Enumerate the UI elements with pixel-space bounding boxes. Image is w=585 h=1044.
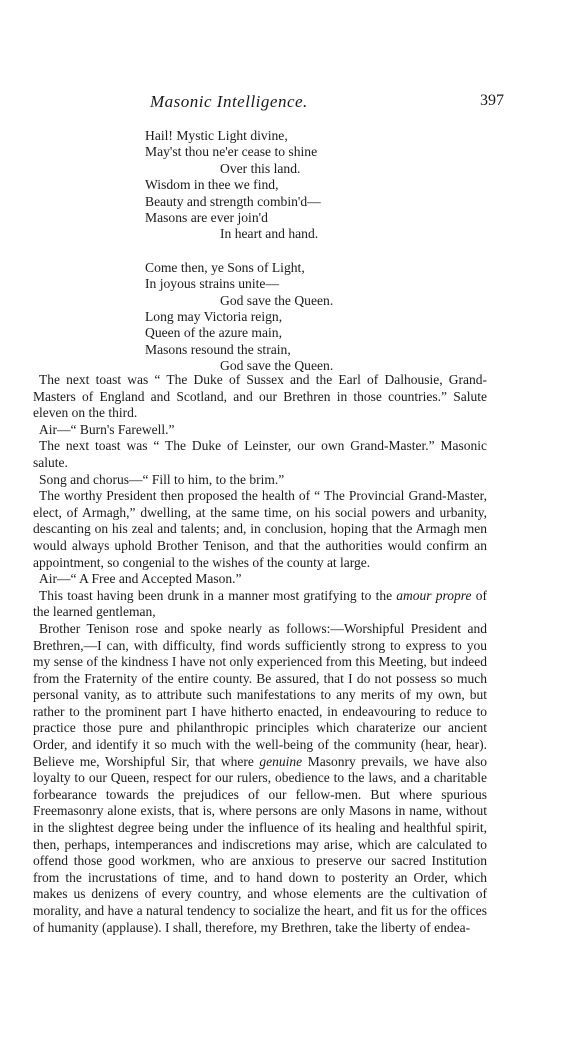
paragraph: Air—“ Burn's Farewell.” bbox=[39, 421, 175, 437]
poem-line: May'st thou ne'er cease to shine bbox=[145, 144, 318, 160]
article-body bbox=[33, 372, 487, 936]
paragraph bbox=[33, 621, 487, 936]
poem-stanza bbox=[145, 128, 333, 243]
poem-line: Wisdom in thee we find, bbox=[145, 177, 279, 193]
paragraph-text: Masonry prevails, we have also loyalty to our Queen, respect for our rulers, obedience to the laws, and a charitable forbearance towards the prejudices of our fellow-men. But where spurious Freemasonry alone exists, that is, where persons are only Masons in name, without in the slightest degree being under the influence of its healing and healthful spirit, then, perhaps, intemperances and indiscretions may arise, which are calculated to offend those good workmen, who are anxious to preserve our sacred Institution from the incrustations of time, and to hand down to posterity an Order, which makes us denizens of every country, and whose elements are the cultivation of morality, and have a natural tendency to socialize the heart, and fit us for the offices of humanity (applause). I shall, therefore, my Brethren, take the liberty of endea- bbox=[33, 753, 488, 935]
poem-line: Beauty and strength combin'd— bbox=[145, 193, 321, 209]
poem-line: God save the Queen. bbox=[220, 358, 334, 374]
paragraph-text: This toast having been drunk in a manner most gratifying to the bbox=[39, 587, 393, 603]
paragraph: The worthy President then proposed the health of “ The Provincial Grand-Master, elect, of Armagh,” dwelling, at the same time, on his social powers and urbanity, descanting on his zeal and talents; and, in conclusion, hoping that the Armagh men would always uphold Brother Tenison, and that the authorities would confirm an appointment, so congenial to the wishes of the county at large. bbox=[33, 488, 487, 570]
paragraph: The next toast was “ The Duke of Leinster, our own Grand-Master.” Masonic salute. bbox=[33, 438, 487, 470]
paragraph: The next toast was “ The Duke of Sussex and the Earl of Dalhousie, Grand-Masters of England and Scotland, and our Brethren in those countries.” Salute eleven on the third. bbox=[33, 372, 487, 421]
poem-line: In joyous strains unite— bbox=[145, 276, 280, 292]
poem-line: In heart and hand. bbox=[220, 226, 319, 242]
paragraph-text: of the learned gentleman, bbox=[33, 587, 487, 620]
italic-phrase: amour propre bbox=[396, 587, 472, 603]
paragraph bbox=[33, 588, 487, 621]
poem-line: Queen of the azure main, bbox=[145, 325, 283, 341]
italic-phrase: genuine bbox=[259, 753, 303, 769]
poem-line: Long may Victoria reign, bbox=[145, 309, 283, 325]
paragraph-text: Brother Tenison rose and spoke nearly as follows:—Worshipful President and Brethren,—I can, with difficulty, find words sufficiently strong to express to you my sense of the kindness I have not only experienced from this Meeting, but indeed from the Fraternity of the entire county. Be assured, that I do not possess so much personal vanity, as to attribute such manifestations to any merits of my own, but rather to the prominent part I have hitherto enacted, in endeavouring to reduce to practice those pure and philanthropic principles which charaterize our ancient Order, and identify it so much with the well-being of the community (hear, hear). Believe me, Worshipful Sir, that where bbox=[33, 620, 487, 769]
running-title: Masonic Intelligence. bbox=[150, 92, 308, 111]
poem bbox=[145, 128, 333, 375]
poem-line: Hail! Mystic Light divine, bbox=[145, 128, 288, 143]
paragraph: Air—“ A Free and Accepted Mason.” bbox=[39, 571, 242, 587]
poem-stanza bbox=[145, 260, 333, 375]
poem-line: Over this land. bbox=[220, 160, 301, 176]
page-header bbox=[0, 92, 585, 116]
page-number: 397 bbox=[480, 92, 504, 109]
poem-line: Masons resound the strain, bbox=[145, 341, 291, 357]
poem-line: God save the Queen. bbox=[220, 292, 334, 308]
paragraph: Song and chorus—“ Fill to him, to the brim.” bbox=[39, 471, 285, 487]
poem-line: Masons are ever join'd bbox=[145, 210, 268, 226]
poem-line: Come then, ye Sons of Light, bbox=[145, 259, 305, 275]
